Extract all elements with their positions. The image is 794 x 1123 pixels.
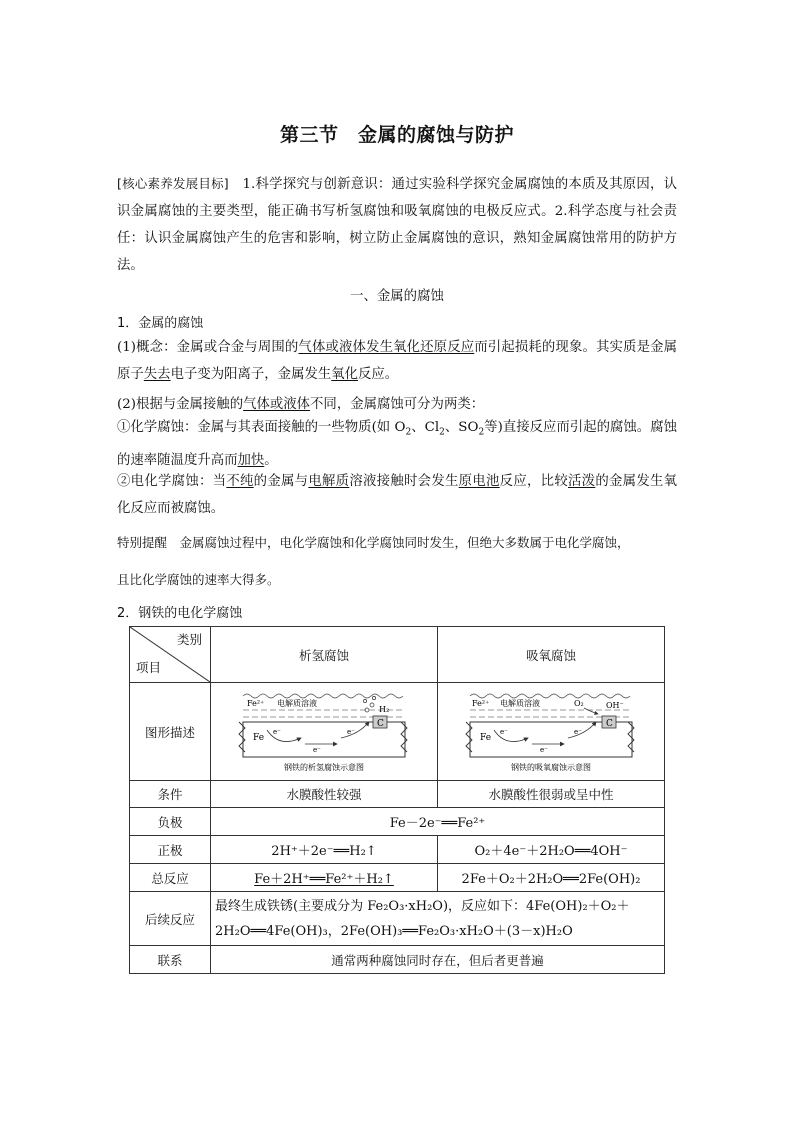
electron-label: e⁻ (273, 727, 281, 736)
electron-label: e⁻ (500, 727, 508, 736)
row-label-positive: 正极 (130, 836, 211, 864)
underlined-term: 气体或液体 (243, 397, 311, 412)
c-label: C (606, 718, 613, 729)
goals-text: 1.科学探究与创新意识：通过实验科学探究金属腐蚀的本质及其原因，认识金属腐蚀的主要类型，能正确书写析氢腐蚀和吸氧腐蚀的电极反应式。2.科学态度与社会责任：认识金属腐蚀产生的危害和影响，树立防止金属腐蚀的意识，熟知金属腐蚀常用的防护方法。 (117, 177, 677, 273)
fe2-label: Fe²⁺ (247, 698, 265, 708)
hydrogen-figure-cell (211, 683, 438, 781)
h2-label: H₂ (379, 704, 390, 714)
solution-label: 电解质溶液 (277, 698, 317, 708)
oxygen-figure-cell (438, 683, 665, 781)
classify-line (117, 393, 677, 412)
text: 反应。 (358, 367, 399, 382)
text: 。 (264, 452, 278, 468)
text: 电子变为阳离子，金属发生 (170, 367, 332, 382)
header-oxygen-absorption: 吸氧腐蚀 (438, 627, 665, 683)
electron-label: e⁻ (347, 727, 355, 736)
c-label: C (377, 718, 384, 729)
underlined-term: 失去 (143, 367, 171, 382)
row-label-condition: 条件 (130, 781, 211, 808)
fe2-label: Fe²⁺ (472, 698, 490, 708)
solution-label: 电解质溶液 (500, 698, 540, 708)
electron-label: e⁻ (313, 745, 321, 754)
special-tip-line-1: 特别提醒 金属腐蚀过程中，电化学腐蚀和化学腐蚀同时发生，但绝大多数属于电化学腐蚀， (117, 535, 630, 550)
concept-paragraph (117, 334, 677, 388)
positive-hydrogen-equation: 2H⁺＋2e⁻══H₂↑ (211, 836, 438, 864)
goals-paragraph (117, 170, 677, 279)
negative-electrode-equation: Fe－2e⁻══Fe²⁺ (211, 808, 665, 836)
electrochemical-corrosion-paragraph (117, 468, 677, 522)
section-heading: 一、金属的腐蚀 (350, 289, 444, 304)
text: 等)直接反应而引起的腐蚀。腐蚀的速率随温度升高而 (117, 420, 677, 468)
underlined-term: 原电池 (458, 474, 500, 489)
subsequent-reaction-cell (211, 892, 665, 946)
electron-label: e⁻ (540, 745, 548, 754)
text: 而引起损耗的现象。其实质是金属原子 (117, 340, 678, 382)
underlined-term: 活泼 (568, 474, 596, 489)
text: ②电化学腐蚀：当 (117, 474, 227, 489)
underlined-term: 不纯 (226, 474, 254, 489)
subheading-1: 1．金属的腐蚀 (117, 316, 204, 331)
goals-label: [核心素养发展目标] (117, 176, 229, 191)
row-label-figure: 图形描述 (130, 683, 211, 781)
chemical-corrosion-paragraph (117, 414, 677, 474)
text: 反应，比较 (499, 474, 568, 489)
page-title: 第三节 金属的腐蚀与防护 (279, 124, 514, 146)
underlined-term: 气体或液体发生氧化还原反应 (298, 340, 475, 355)
total-hydrogen-equation (211, 864, 438, 892)
header-hydrogen-evolution: 析氢腐蚀 (211, 627, 438, 683)
oh-label: OH⁻ (606, 700, 624, 710)
row-label-link: 联系 (130, 946, 211, 974)
underlined-term: 电解质 (308, 474, 350, 489)
subsequent-line-1: 最终生成铁锈(主要成分为 Fe₂O₃·xH₂O)，反应如下：4Fe(OH)₂＋O₂＋ (215, 898, 630, 914)
text: 、SO (444, 420, 479, 435)
figure-caption: 钢铁的析氢腐蚀示意图 (284, 762, 364, 772)
underlined-term: 加快 (237, 452, 265, 468)
text: 、Cl (411, 420, 440, 435)
figure-caption: 钢铁的吸氧腐蚀示意图 (511, 762, 591, 772)
oxygen-corrosion-diagram (456, 684, 646, 776)
condition-hydrogen: 水膜酸性较强 (211, 781, 438, 808)
subsequent-line-2: 2H₂O══4Fe(OH)₃，2Fe(OH)₃══Fe₂O₃·xH₂O＋(3－x)H₂O (215, 923, 573, 939)
table-corner-cell (130, 627, 211, 683)
text: 的金属与 (253, 474, 309, 489)
row-label-negative: 负极 (130, 808, 211, 836)
corner-top-label: 类别 (176, 632, 202, 647)
underlined-equation: Fe＋2H⁺══Fe²⁺＋H₂↑ (254, 872, 394, 887)
link-text: 通常两种腐蚀同时存在，但后者更普遍 (211, 946, 665, 974)
underlined-term: 氧化 (331, 367, 359, 382)
subscript: 2 (439, 427, 445, 438)
text: (1)概念：金属或合金与周围的 (117, 340, 299, 355)
text: (2)根据与金属接触的 (117, 397, 244, 412)
o2-label: O₂ (574, 698, 584, 708)
positive-oxygen-equation: O₂＋4e⁻＋2H₂O══4OH⁻ (438, 836, 665, 864)
text: ①化学腐蚀：金属与其表面接触的一些物质(如 O (117, 420, 406, 435)
subheading-2: 2．钢铁的电化学腐蚀 (117, 606, 243, 621)
fe-label: Fe (480, 732, 492, 743)
text: 溶液接触时会发生 (349, 474, 459, 489)
subscript: 2 (478, 427, 485, 438)
text: 不同，金属腐蚀可分为两类： (310, 397, 485, 412)
electron-label: e⁻ (574, 727, 582, 736)
text: 的金属发生氧化反应而被腐蚀。 (117, 474, 678, 516)
row-label-total: 总反应 (130, 864, 211, 892)
corrosion-table (129, 626, 665, 974)
row-label-subsequent: 后续反应 (130, 892, 211, 946)
corner-bottom-label: 项目 (136, 660, 162, 675)
hydrogen-corrosion-diagram (229, 684, 419, 776)
subscript: 2 (405, 427, 412, 438)
total-oxygen-equation: 2Fe＋O₂＋2H₂O══2Fe(OH)₂ (438, 864, 665, 892)
fe-label: Fe (253, 732, 265, 743)
special-tip-line-2: 且比化学腐蚀的速率大得多。 (117, 572, 280, 587)
condition-oxygen: 水膜酸性很弱或呈中性 (438, 781, 665, 808)
